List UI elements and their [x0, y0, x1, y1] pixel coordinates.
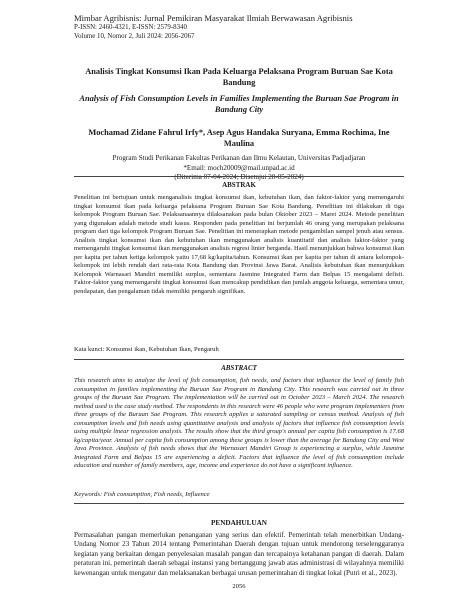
abstrak-text: Penelitian ini bertujuan untuk menganalisis tingkat konsumsi ikan, kebutuhan ikan, dan faktor-faktor yang memengaruhi tingkat konsumsi ikan pada keluarga pelaksana Program Buruan Sae Kota Bandung. Penelitian ini dilakukan di tiga kelompok Program Buruan Sae. Pelaksanaannya dilaksanakan pada bulan Oktober 2023 – Maret 2024. Metode penelitian yang digunakan adalah metode studi kasus. Responden pada penelitian ini berjumlah 46 orang yang merupakan pelaksana program dari tiga kelompok Program Buruan Sae. Penelitian ini menerapkan metode pengambilan sampel jenuh atau sensus. Analisis tingkat konsumsi ikan dan kebutuhan ikan menggunakan analisis kuantitatif dan analisis faktor-faktor yang memengaruhi tingkat konsumsi ikan menggunakan analisis regresi linier berganda. Hasil menunjukkan bahwa konsumsi ikan per kapita per tahun ketiga kelompok yaitu 17,68 kg/kapita/tahun. Konsumsi ikan per kapita per tahun di antara kelompok-kelompok ini lebih rendah dari rata-rata Kota Bandung dan Provinsi Jawa Barat. Analisis kebutuhan ikan menunjukkan Kelompok Warnasari Mandiri memiliki surplus, sementara Jasmine Integrated Farm dan Belpas 15 mengalami defisit. Faktor-faktor yang memengaruhi tingkat konsumsi ikan mencakup pendidikan dan jumlah anggota keluarga, sementara umur, pendapatan, dan pengalaman tidak memiliki pengaruh signifikan.: [74, 194, 404, 296]
abstrak-keywords: Kata kunci: Konsumsi ikan, Kebutuhan Ikan, Pengaruh: [74, 346, 219, 353]
journal-volume: Volume 10, Nomor 2, Juli 2024: 2056-2067: [74, 33, 195, 40]
abstract-heading: ABSTRACT: [221, 364, 257, 372]
submission-dates: (Diterima 07-04-2024; Disetujui 28-05-2024): [174, 173, 304, 182]
section-heading-pendahuluan: PENDAHULUAN: [211, 519, 267, 527]
abstract-bottom-rule: [74, 503, 404, 504]
corresponding-email: *Email: moch20009@mail.unpad.ac.id: [183, 163, 295, 172]
affiliation-institution: Program Studi Perikanan Fakultas Perikanan dan Ilmu Kelautan, Universitas Padjadjaran: [112, 154, 366, 162]
abstract-keywords: Keywords: Fish consumption, Fish needs, Influence: [74, 491, 210, 498]
journal-issn: P-ISSN: 2460-4321, E-ISSN: 2579-8340: [74, 24, 187, 31]
journal-header: [74, 14, 404, 41]
abstract-top-rule: [74, 359, 404, 360]
page-number: 2056: [232, 583, 246, 590]
author-list: Mochamad Zidane Fahrul Irfy*, Asep Agus Handaka Suryana, Emma Rochima, Ine Maulina: [88, 128, 390, 148]
journal-name: Mimbar Agribisnis: Jurnal Pemikiran Masyarakat Ilmiah Berwawasan Agribisnis: [74, 13, 353, 23]
abstract-text: This research aims to analyze the level of fish consumption, fish needs, and factors that influence the level of family fish consumption in families implementing the Buruan Sae Program in Bandung City. This research was carried out in three groups of the Buruan Sae Program. The implementation will be carried out in October 2023 – March 2024. The research method used is the case study method. The respondents in this research were 46 people who were program implementers from three groups of the Buruan Sae Program. This research applies a saturated sampling or census method. Analysis of fish consumption levels and fish needs using quantitative analysis and analysis of factors that influence fish consumption levels using multiple linear regression analysis. The results show that the third group's annual per capita fish consumption is 17.68 kg/capita/year. Annual per capita fish consumption among these groups is lower than the average for Bandung City and West Java Province. Analysis of fish needs shows that the Warnasari Mandiri Group is experiencing a surplus, while Jasmine Integrated Farm and Belpas 15 are experiencing a deficit. Factors that influence the level of fish consumption include education and number of family members, age, income and experience do not have a significant influence.: [74, 377, 404, 470]
pendahuluan-paragraph: Permasalahan pangan memerlukan penanganan yang serius dan efektif. Pemerintah telah menerbitkan Undang-Undang Nomor 23 Tahun 2014 tentang Pemerintahan Daerah dengan tujuan untuk mendorong terselenggaranya kegiatan yang berkaitan dengan penyelesaian masalah pangan dan tercapainya ketahanan pangan di daerah. Dalam peraturan ini, pemerintah daerah sebagai instansi yang bertanggung jawab atas administrasi di wilayahnya memiliki kewenangan untuk mengatur dan melaksanakan berbagai urusan pemerintahan di tingkat lokal (Putri et al., 2023).: [74, 531, 404, 577]
abstrak-heading: ABSTRAK: [222, 181, 256, 189]
paper-title-english: Analysis of Fish Consumption Levels in Families Implementing the Buruan Sae Program in Bandung City: [79, 94, 399, 114]
abstrak-top-rule: [74, 176, 404, 177]
affiliation-block: [74, 154, 404, 183]
paper-title: Analisis Tingkat Konsumsi Ikan Pada Keluarga Pelaksana Program Buruan Sae Kota Bandung: [85, 67, 393, 87]
